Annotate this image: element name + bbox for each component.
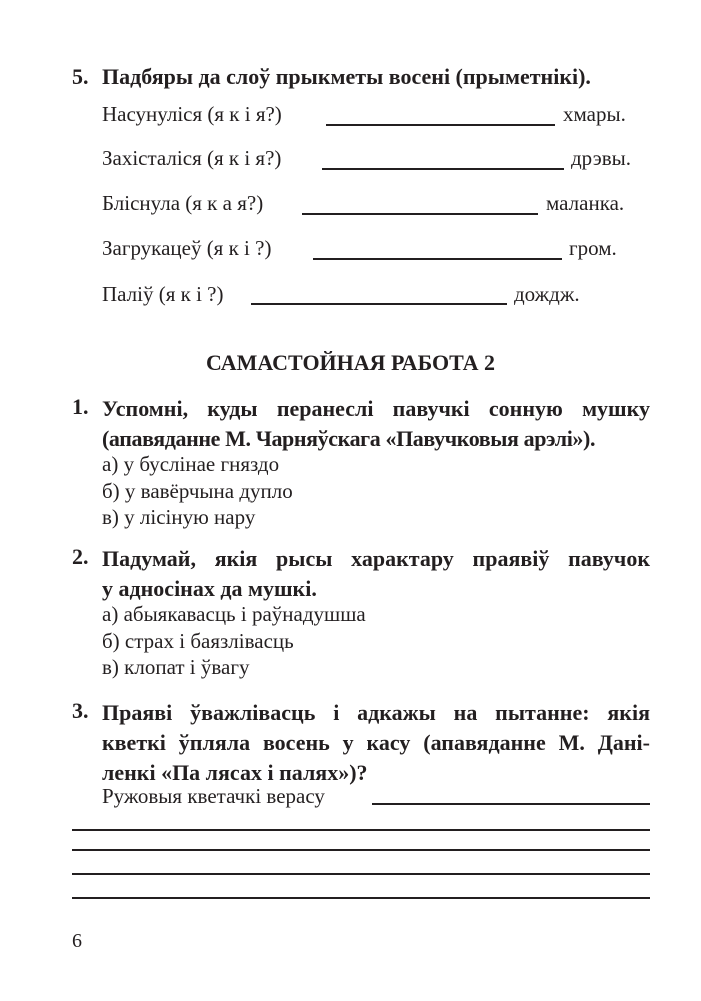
q3-text: [102, 698, 650, 788]
task5-row-1-answer-line[interactable]: [326, 124, 555, 126]
task5-row-2-answer-line[interactable]: [322, 168, 564, 170]
q1-line-1: Успомні, куды перанеслі павучкі сонную мушку: [102, 396, 650, 421]
q1-option-b[interactable]: б) у вавёрчына дупло: [102, 479, 293, 503]
task5-row-3-prefix: Бліснула (я к а я?): [102, 191, 264, 215]
q3-answer-line-3[interactable]: [72, 849, 650, 851]
task5-row-1-prefix: Насунуліся (я к і я?): [102, 102, 282, 126]
task5-row-4-answer-line[interactable]: [313, 258, 562, 260]
q3-answer-line-1[interactable]: [372, 803, 650, 805]
q3-line-1: Праяві ўважлівасць і адкажы на пытанне: якія: [102, 700, 650, 725]
section-heading: САМАСТОЙНАЯ РАБОТА 2: [205, 350, 496, 375]
q2-option-c[interactable]: в) клопат і ўвагу: [102, 655, 250, 679]
q2-text: [102, 544, 650, 604]
q2-number: 2.: [72, 544, 89, 569]
q1-number: 1.: [72, 394, 89, 419]
q2-option-b[interactable]: б) страх і баязлівасць: [102, 629, 294, 653]
task5-row-5-suffix: дождж.: [514, 282, 580, 306]
page-number: 6: [72, 930, 82, 952]
task5-row-1-suffix: хмары.: [563, 102, 626, 126]
q1-line-2: (апавяданне М. Чарняўскага «Павучковыя арэлі»).: [102, 426, 596, 451]
q1-option-a[interactable]: а) у буслінае гняздо: [102, 452, 280, 476]
q3-line-2: кветкі ўпляла восень у касу (апавяданне М. Дані-: [102, 730, 650, 755]
task5-row-2-prefix: Захісталіся (я к і я?): [102, 146, 282, 170]
q3-line-3: ленкі «Па лясах і палях»)?: [102, 760, 368, 785]
task5-row-5-answer-line[interactable]: [251, 303, 507, 305]
task5-row-5-prefix: Паліў (я к і ?): [102, 282, 224, 306]
q2-option-a[interactable]: а) абыякавасць і раўнадушша: [102, 602, 366, 626]
q3-answer-line-2[interactable]: [72, 829, 650, 831]
q3-answer-line-4[interactable]: [72, 873, 650, 875]
task5-row-4-prefix: Загрукацеў (я к і ?): [102, 236, 272, 260]
q3-answer-start: Ружовыя кветачкі верасу: [102, 784, 325, 808]
task5-title: Падбяры да слоў прыкметы восені (прыметнікі).: [102, 64, 591, 89]
q2-line-1: Падумай, якія рысы характару праявіў павучок: [102, 546, 650, 571]
task5-row-3-answer-line[interactable]: [302, 213, 538, 215]
task5-row-2-suffix: дрэвы.: [571, 146, 631, 170]
task5-number: 5.: [72, 64, 89, 89]
q3-answer-line-5[interactable]: [72, 897, 650, 899]
q2-line-2: у адносінах да мушкі.: [102, 576, 317, 601]
q1-text: [102, 394, 650, 454]
q3-number: 3.: [72, 698, 89, 723]
task5-row-4-suffix: гром.: [569, 236, 617, 260]
task5-row-3-suffix: маланка.: [546, 191, 625, 215]
q1-option-c[interactable]: в) у лісіную нару: [102, 505, 256, 529]
